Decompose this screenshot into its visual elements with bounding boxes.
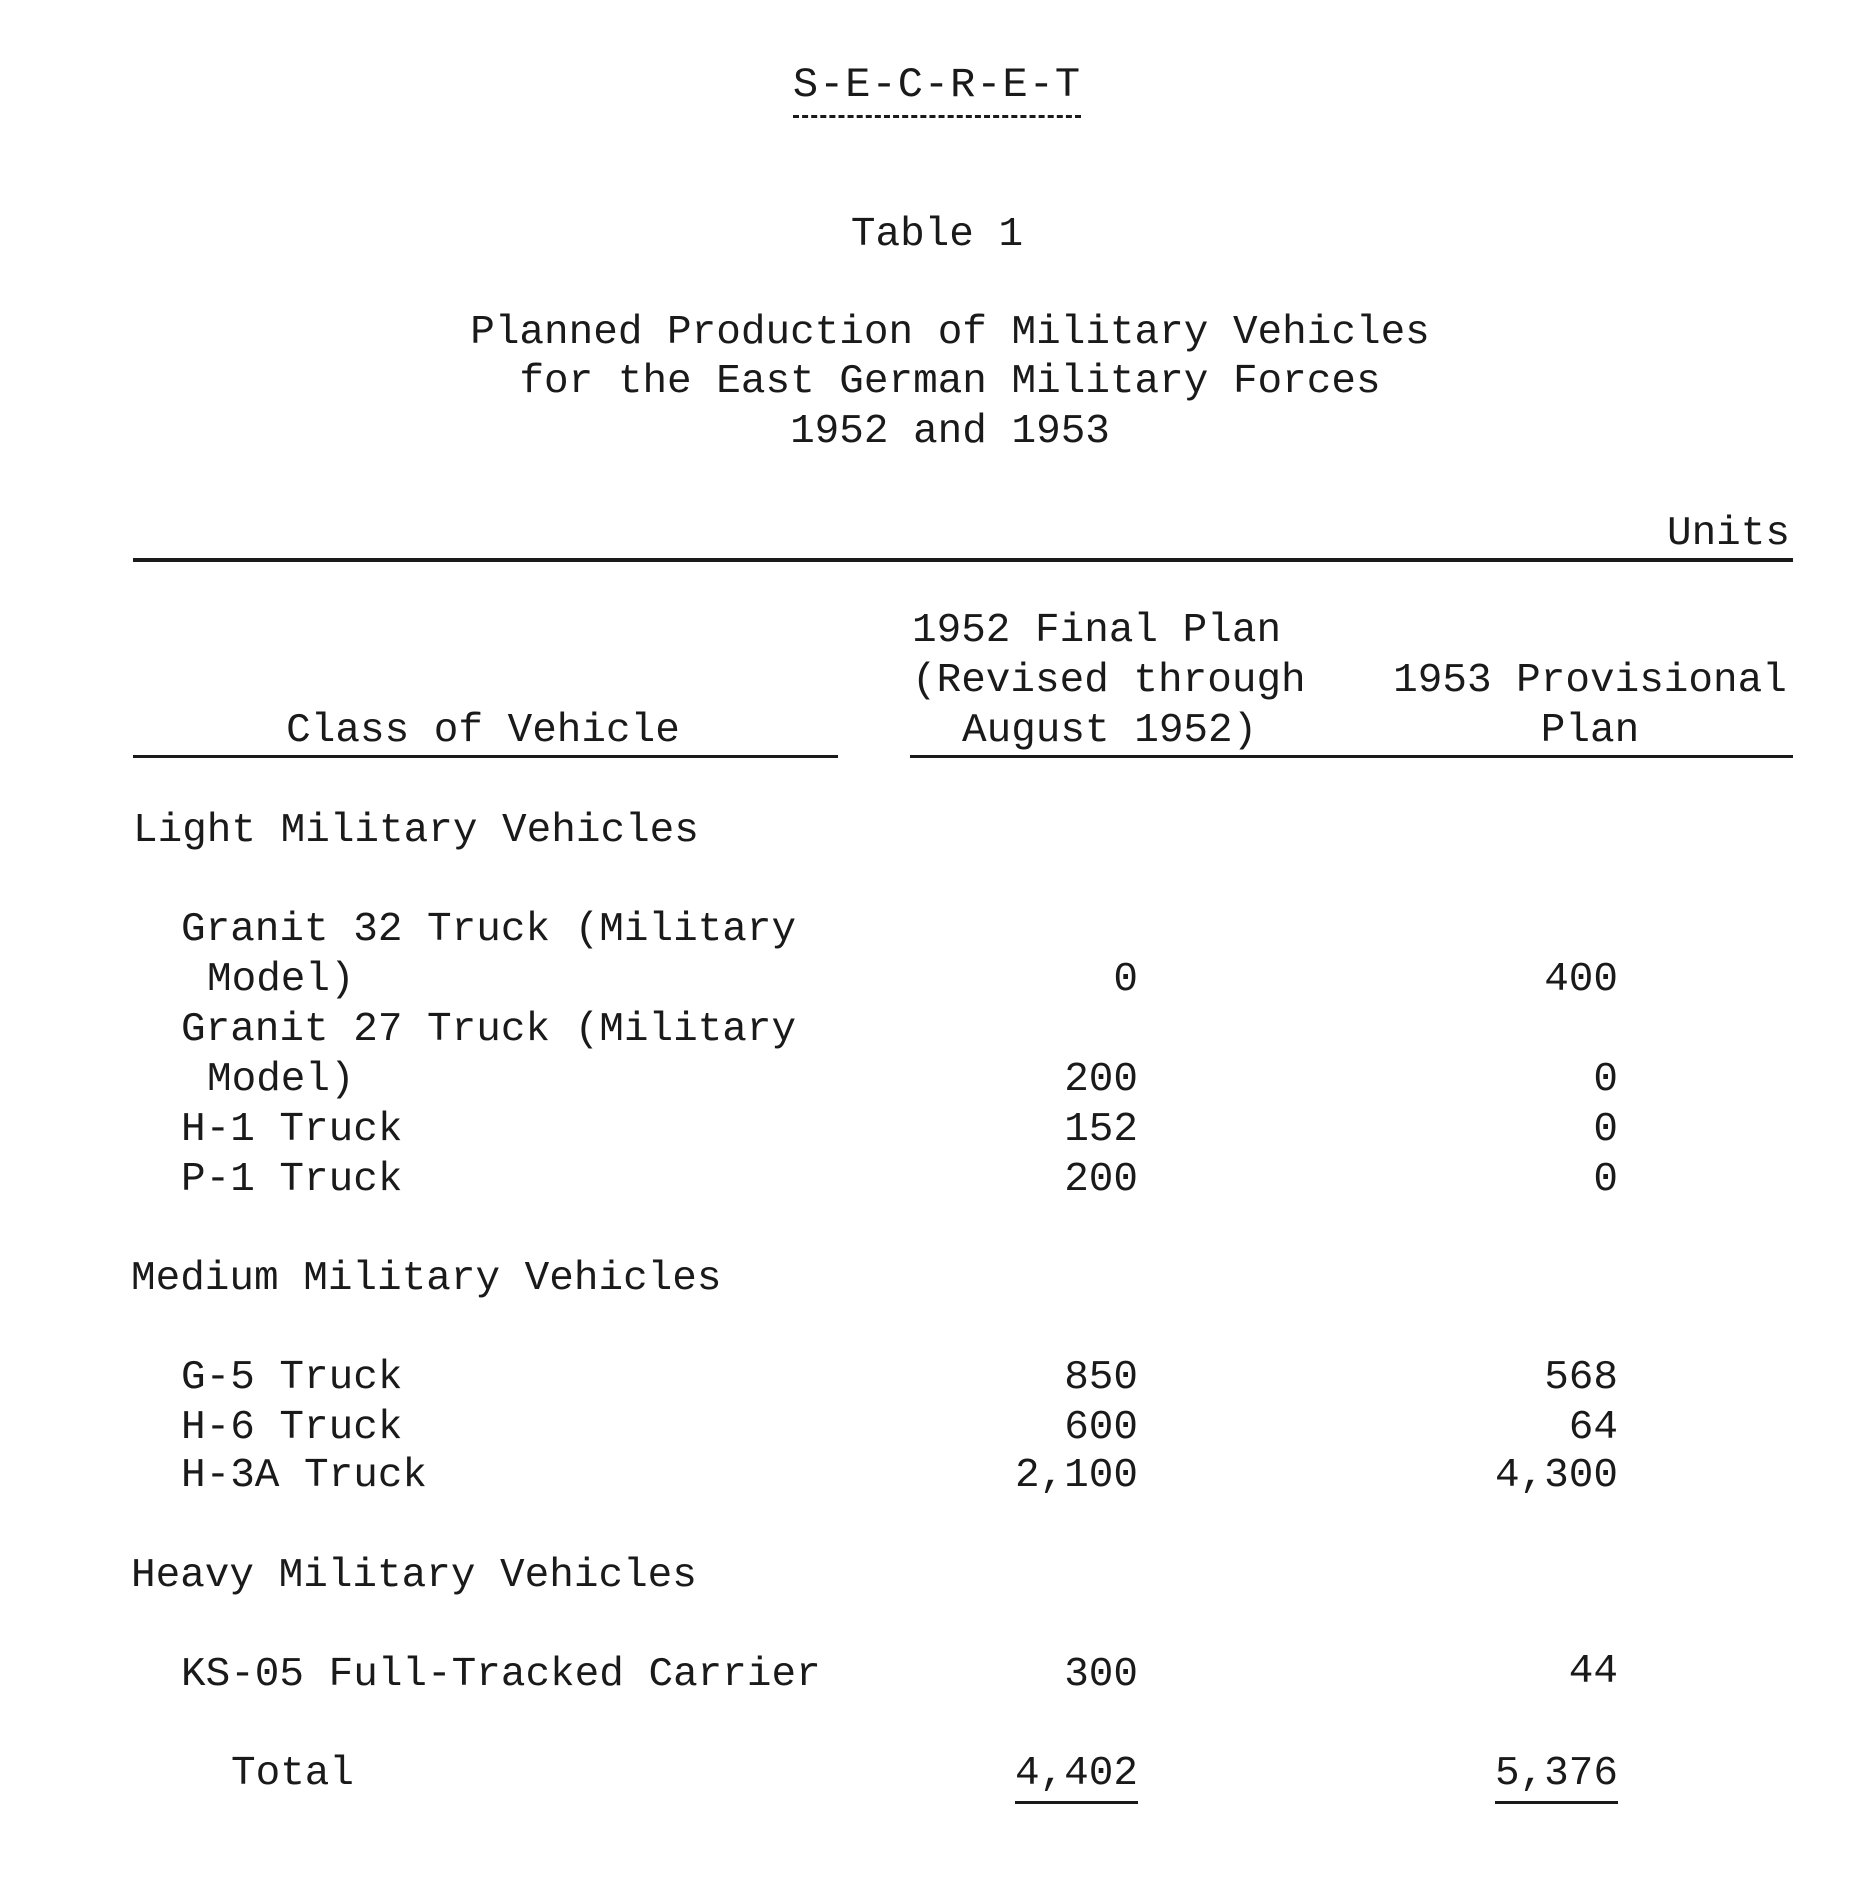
value-1952: 200	[1064, 1057, 1138, 1103]
row-name: Granit 27 Truck (Military	[181, 1007, 797, 1053]
value-1952: 600	[1064, 1405, 1138, 1451]
header-1953-line-1: 1953 Provisional	[1393, 658, 1787, 704]
row-name: H-3A Truck	[181, 1453, 428, 1499]
total-label: Total	[231, 1751, 355, 1797]
total-value-1953: 5,376	[1495, 1749, 1618, 1804]
header-1952-line-3: August 1952)	[962, 708, 1258, 754]
units-label: Units	[1666, 511, 1790, 557]
row-name-cont: Model)	[207, 1057, 355, 1103]
value-1952: 2,100	[1014, 1453, 1138, 1499]
classification-marking	[0, 60, 1874, 110]
value-1952: 850	[1064, 1355, 1138, 1401]
header-1952-line-1: 1952 Final Plan	[912, 608, 1282, 654]
top-rule	[133, 558, 1793, 562]
section-heading: Heavy Military Vehicles	[131, 1553, 697, 1599]
total-value-1953-cell	[1420, 1749, 1618, 1804]
row-name: G-5 Truck	[181, 1355, 403, 1401]
value-1952: 300	[1064, 1652, 1138, 1698]
value-1953: 64	[1568, 1405, 1618, 1451]
value-1952: 200	[1064, 1157, 1138, 1203]
title-line-1: Planned Production of Military Vehicles	[470, 310, 1430, 356]
row-name: H-6 Truck	[181, 1405, 403, 1451]
value-1952: 0	[1113, 957, 1138, 1003]
section-heading: Light Military Vehicles	[133, 808, 699, 854]
value-1953: 44	[1568, 1649, 1618, 1695]
row-name: KS-05 Full-Tracked Carrier	[181, 1652, 821, 1698]
section-heading: Medium Military Vehicles	[131, 1256, 722, 1302]
classification-text: S-E-C-R-E-T	[793, 61, 1081, 118]
value-1953: 0	[1593, 1107, 1618, 1153]
title-line-3: 1952 and 1953	[790, 409, 1110, 455]
total-value-1952: 4,402	[1015, 1749, 1138, 1804]
value-1953: 0	[1593, 1057, 1618, 1103]
header-class-of-vehicle: Class of Vehicle	[286, 708, 680, 754]
row-name-cont: Model)	[207, 957, 355, 1003]
value-1952: 152	[1064, 1107, 1138, 1153]
header-rule-class	[133, 755, 838, 758]
value-1953: 400	[1544, 957, 1618, 1003]
row-name: Granit 32 Truck (Military	[181, 907, 797, 953]
header-1952-line-2: (Revised through	[912, 658, 1306, 704]
value-1953: 0	[1593, 1157, 1618, 1203]
row-name: H-1 Truck	[181, 1107, 403, 1153]
header-1953-line-2: Plan	[1540, 708, 1640, 754]
total-value-1952-cell	[940, 1749, 1138, 1804]
value-1953: 4,300	[1494, 1453, 1618, 1499]
table-label: Table 1	[850, 212, 1024, 258]
header-rule-plans	[910, 755, 1793, 758]
title-line-2: for the East German Military Forces	[519, 359, 1381, 405]
row-name: P-1 Truck	[181, 1157, 403, 1203]
value-1953: 568	[1544, 1355, 1618, 1401]
